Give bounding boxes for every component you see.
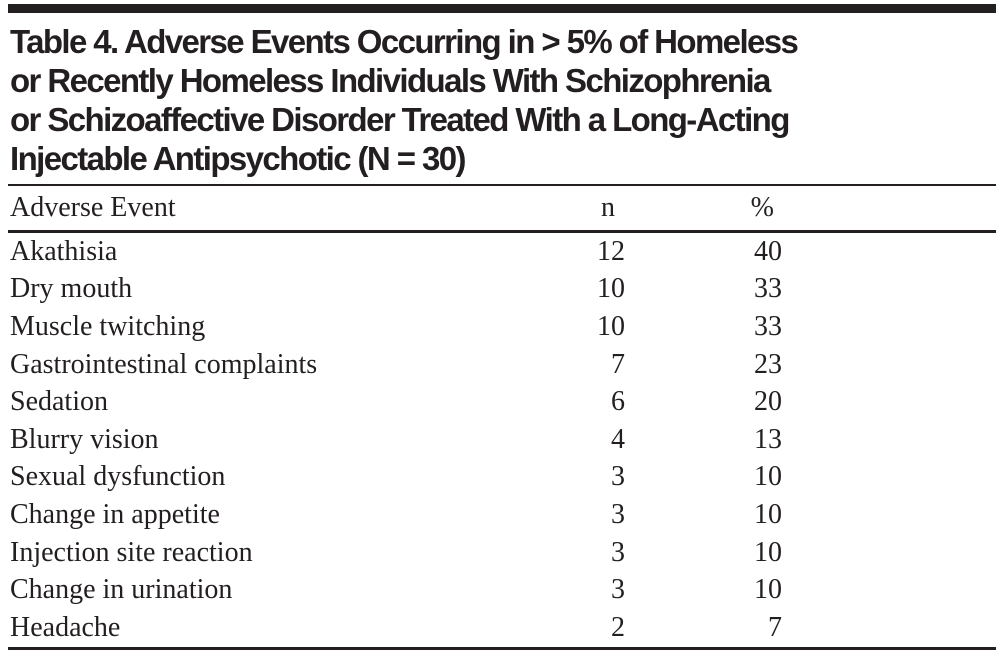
table-row (8, 383, 996, 421)
n-cell: 6 (611, 386, 625, 418)
event-cell: Blurry vision (10, 423, 159, 455)
event-cell: Headache (8, 609, 560, 648)
filler-cell (782, 496, 996, 534)
table-title-line-1: Table 4. Adverse Events Occurring in > 5% of Homeless (10, 23, 798, 60)
adverse-events-table (8, 186, 996, 650)
table-row (8, 571, 996, 609)
header-row (8, 186, 996, 232)
n-cell: 3 (611, 461, 625, 493)
n-cell: 10 (597, 310, 625, 342)
event-cell: Change in appetite (10, 498, 220, 530)
table-row (8, 534, 996, 572)
table-title-line-3: or Schizoaffective Disorder Treated With a Long-Acting (10, 101, 789, 138)
percent-cell: 33 (754, 273, 782, 305)
filler-cell (782, 232, 996, 271)
filler-cell (782, 308, 996, 346)
percent-cell: 40 (754, 235, 782, 267)
event-cell: Injection site reaction (10, 536, 253, 568)
header-n: n (560, 186, 625, 232)
filler-cell (782, 271, 996, 309)
filler-cell (782, 383, 996, 421)
table-row (8, 609, 996, 648)
n-cell: 3 (611, 498, 625, 530)
percent-cell: 10 (754, 498, 782, 530)
percent-cell: 33 (754, 310, 782, 342)
filler-cell (782, 609, 996, 648)
percent-cell: 23 (754, 348, 782, 380)
filler-cell (782, 346, 996, 384)
table-row (8, 271, 996, 309)
header-percent: % (625, 186, 782, 232)
n-cell: 4 (611, 423, 625, 455)
event-cell: Gastrointestinal complaints (10, 348, 318, 380)
table-row (8, 496, 996, 534)
event-cell: Change in urination (10, 574, 233, 606)
table-row (8, 308, 996, 346)
filler-cell (782, 459, 996, 497)
table-row (8, 346, 996, 384)
table-title-line-2: or Recently Homeless Individuals With Schizophrenia (10, 62, 770, 99)
table-title-line-4: Injectable Antipsychotic (N = 30) (10, 140, 465, 177)
top-rule (8, 4, 996, 13)
event-cell: Muscle twitching (10, 310, 206, 342)
filler-cell (782, 534, 996, 572)
event-cell: Dry mouth (10, 273, 133, 305)
percent-cell: 10 (754, 461, 782, 493)
percent-cell: 13 (754, 423, 782, 455)
n-cell: 7 (611, 348, 625, 380)
table-title (10, 22, 797, 178)
header-adverse-event: Adverse Event (8, 186, 560, 232)
header-filler (782, 186, 996, 232)
n-cell: 12 (597, 235, 625, 267)
filler-cell (782, 571, 996, 609)
filler-cell (782, 421, 996, 459)
n-cell: 10 (597, 273, 625, 305)
percent-cell: 20 (754, 386, 782, 418)
table-body (8, 232, 996, 649)
n-cell: 2 (560, 609, 625, 648)
table-row (8, 421, 996, 459)
event-cell: Sedation (10, 386, 108, 418)
percent-cell: 10 (754, 536, 782, 568)
percent-cell: 7 (625, 609, 782, 648)
table-row (8, 459, 996, 497)
n-cell: 3 (611, 574, 625, 606)
event-cell: Akathisia (10, 235, 118, 267)
table-header (8, 186, 996, 232)
table-row (8, 232, 996, 271)
event-cell: Sexual dysfunction (10, 461, 226, 493)
percent-cell: 10 (754, 574, 782, 606)
n-cell: 3 (611, 536, 625, 568)
